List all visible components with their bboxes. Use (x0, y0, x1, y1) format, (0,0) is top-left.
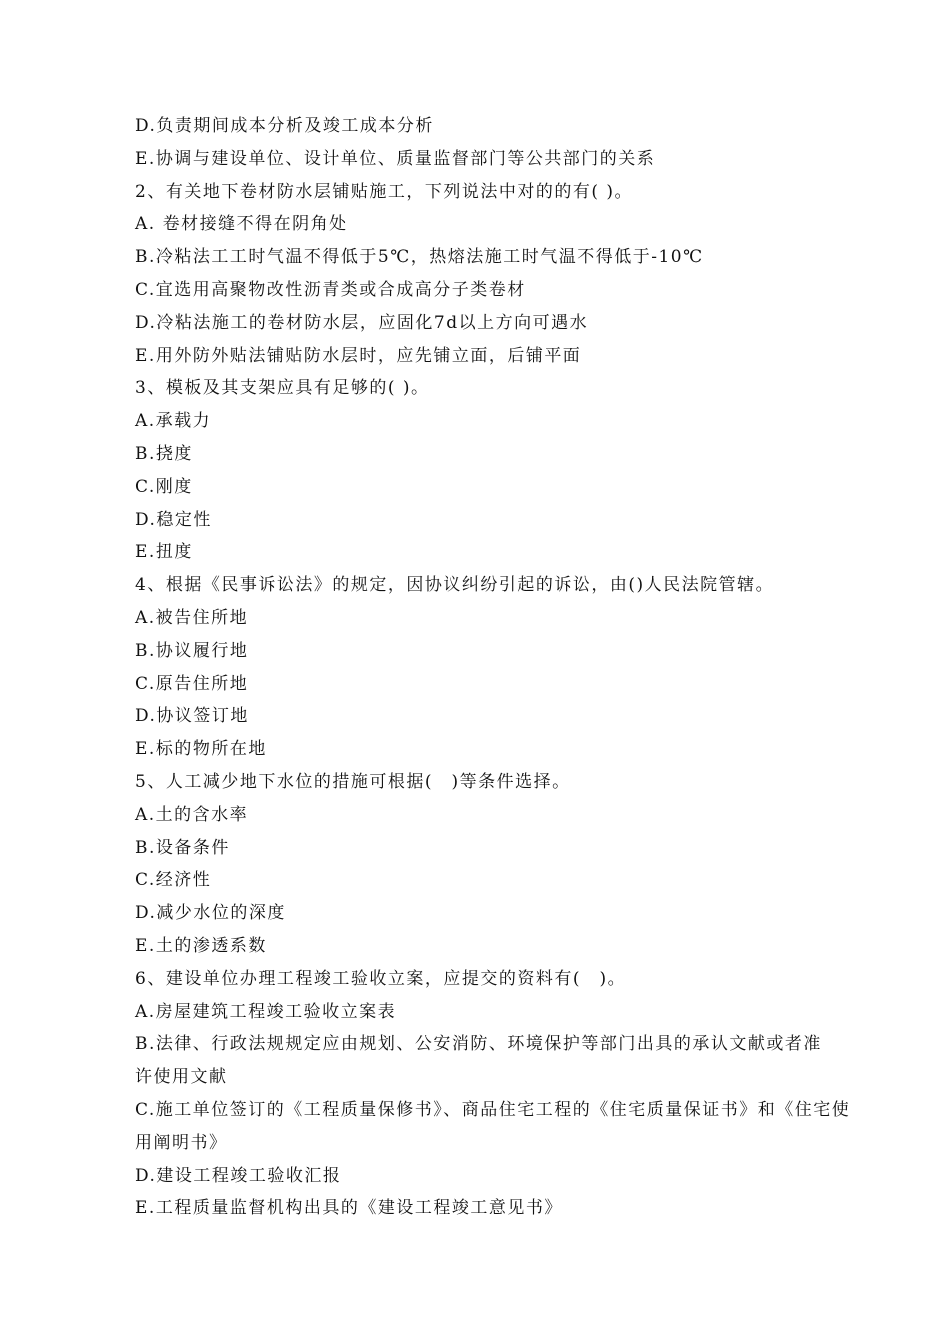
option-line: D.协议签订地 (135, 706, 249, 727)
option-line: C.经济性 (135, 870, 212, 891)
option-line: A.承载力 (135, 411, 212, 432)
option-line: B.冷粘法工工时气温不得低于5℃，热熔法施工时气温不得低于-10℃ (135, 247, 704, 268)
option-line: E.用外防外贴法铺贴防水层时，应先铺立面，后铺平面 (135, 345, 582, 366)
option-continuation-line: 用阐明书》 (135, 1132, 228, 1153)
option-line: C.宜选用高聚物改性沥青类或合成高分子类卷材 (135, 279, 526, 300)
option-line: C.施工单位签订的《工程质量保修书》、商品住宅工程的《住宅质量保证书》和《住宅使 (135, 1099, 851, 1120)
option-line: E.土的渗透系数 (135, 935, 267, 956)
option-line: E.协调与建设单位、设计单位、质量监督部门等公共部门的关系 (135, 148, 656, 169)
option-continuation-line: 许使用文献 (135, 1067, 228, 1088)
question-line: 6、建设单位办理工程竣工验收立案，应提交的资料有( )。 (135, 968, 627, 989)
option-line: B.法律、行政法规规定应由规划、公安消防、环境保护等部门出具的承认文献或者准 (135, 1034, 822, 1055)
option-line: D.建设工程竣工验收汇报 (135, 1165, 342, 1186)
question-line: 2、有关地下卷材防水层铺贴施工，下列说法中对的的有( )。 (135, 181, 633, 202)
option-line: E.扭度 (135, 542, 193, 563)
question-line: 4、根据《民事诉讼法》的规定，因协议纠纷引起的诉讼，由()人民法院管辖。 (135, 575, 775, 596)
option-line: B.协议履行地 (135, 640, 249, 661)
option-line: E.工程质量监督机构出具的《建设工程竣工意见书》 (135, 1198, 563, 1219)
option-line: D.冷粘法施工的卷材防水层，应固化7d以上方向可遇水 (135, 312, 589, 333)
document-body (135, 110, 851, 1225)
option-line: B.挠度 (135, 443, 193, 464)
option-line: A.土的含水率 (135, 804, 249, 825)
option-line: A.被告住所地 (135, 607, 249, 628)
question-line: 3、模板及其支架应具有足够的( )。 (135, 378, 430, 399)
question-line: 5、人工减少地下水位的措施可根据( )等条件选择。 (135, 771, 571, 792)
option-line: C.刚度 (135, 476, 193, 497)
option-line: D.稳定性 (135, 509, 212, 530)
option-line: A. 卷材接缝不得在阴角处 (135, 214, 348, 235)
option-line: E.标的物所在地 (135, 739, 267, 760)
option-line: B.设备条件 (135, 837, 230, 858)
option-line: D.负责期间成本分析及竣工成本分析 (135, 116, 434, 136)
option-line: C.原告住所地 (135, 673, 249, 694)
option-line: A.房屋建筑工程竣工验收立案表 (135, 1001, 397, 1022)
option-line: D.减少水位的深度 (135, 903, 286, 924)
